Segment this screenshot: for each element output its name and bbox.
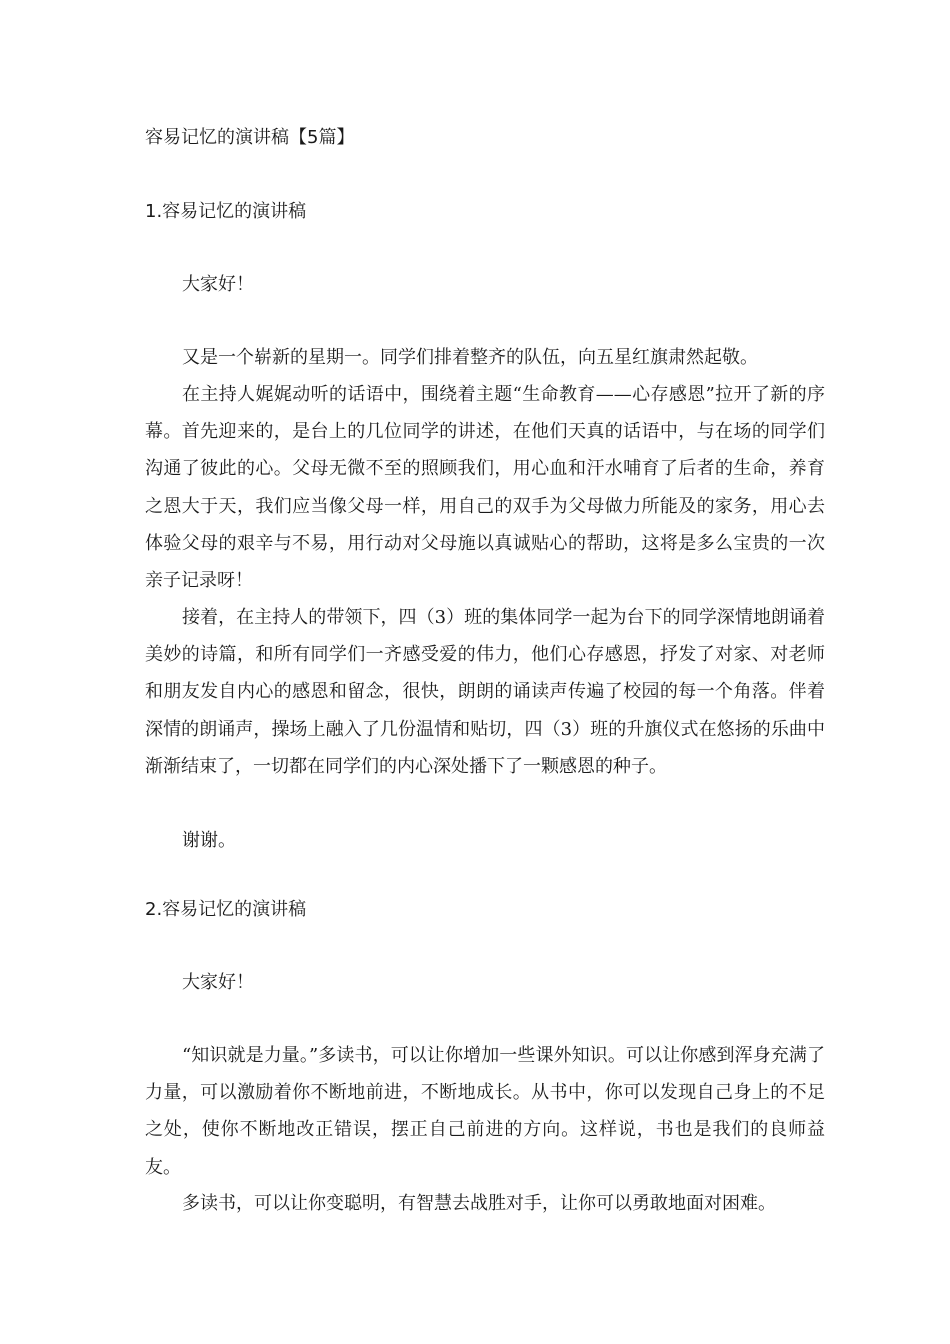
section-1-paragraph-3: 接着，在主持人的带领下，四（3）班的集体同学一起为台下的同学深情地朗诵着美妙的诗篇，和所有同学们一齐感受爱的伟力，他们心存感恩，抒发了对家、对老师和朋友发自内心的感恩和留念，很快，朗朗的诵读声传遍了校园的每一个角落。伴着深情的朗诵声，操场上融入了几份温情和贴切，四（3）班的升旗仪式在悠扬的乐曲中渐渐结束了，一切都在同学们的内心深处播下了一颗感恩的种子。 (145, 607, 825, 777)
section-2-paragraph-2: 多读书，可以让你变聪明，有智慧去战胜对手，让你可以勇敢地面对困难。 (182, 1193, 776, 1214)
section-1-paragraph-2: 在主持人娓娓动听的话语中，围绕着主题“生命教育——心存感恩”拉开了新的序幕。首先迎来的，是台上的几位同学的讲述，在他们天真的话语中，与在场的同学们沟通了彼此的心。父母无微不至的照顾我们，用心血和汗水哺育了后者的生命，养育之恩大于天，我们应当像父母一样，用自己的双手为父母做力所能及的家务，用心去体验父母的艰辛与不易，用行动对父母施以真诚贴心的帮助，这将是多么宝贵的一次亲子记录呀！ (145, 384, 825, 592)
section-2-paragraph-1: “知识就是力量。”多读书，可以让你增加一些课外知识。可以让你感到浑身充满了力量，可以激励着你不断地前进，不断地成长。从书中，你可以发现自己身上的不足之处，使你不断地改正错误，摆正自己前进的方向。这样说，书也是我们的良师益友。 (145, 1045, 825, 1178)
section-1-heading: 1.容易记忆的演讲稿 (145, 201, 307, 222)
section-1-paragraph-1: 又是一个崭新的星期一。同学们排着整齐的队伍，向五星红旗肃然起敬。 (182, 347, 758, 368)
section-2-heading: 2.容易记忆的演讲稿 (145, 899, 307, 920)
section-2-greeting: 大家好！ (182, 972, 254, 993)
section-1-greeting: 大家好！ (182, 274, 254, 295)
section-1-paragraph-4: 谢谢。 (182, 830, 236, 851)
document-title: 容易记忆的演讲稿【5篇】 (145, 127, 355, 148)
